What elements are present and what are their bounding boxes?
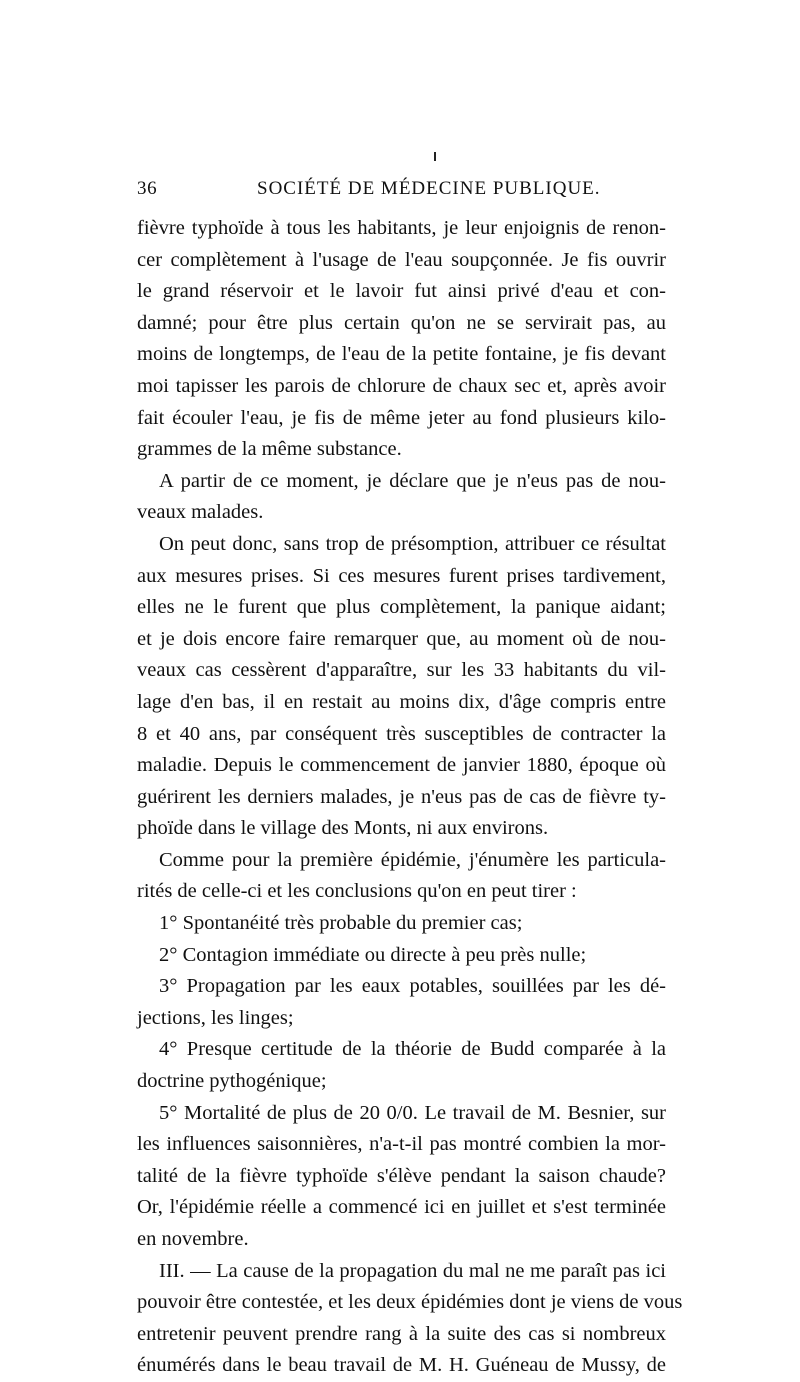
list-item: 3° Propagation par les eaux potables, souillées par les dé-: [159, 975, 666, 998]
text-line: entretenir peuvent prendre rang à la suite des cas si nombreux: [137, 1322, 666, 1345]
list-item: 2° Contagion immédiate ou directe à peu près nulle;: [159, 943, 587, 966]
text-line: énumérés dans le beau travail de M. H. Guéneau de Mussy, de: [137, 1354, 666, 1377]
page-header: [137, 178, 667, 206]
paragraph-first-line: A partir de ce moment, je déclare que je n'eus pas de nou-: [159, 469, 666, 492]
text-line: fièvre typhoïde à tous les habitants, je leur enjoignis de renon-: [137, 217, 666, 239]
text-line: grammes de la même substance.: [137, 438, 402, 461]
text-line: lage d'en bas, il en restait au moins dix, d'âge compris entre: [137, 690, 666, 713]
text-line: rités de celle-ci et les conclusions qu'on en peut tirer :: [137, 880, 577, 903]
paragraph-first-line: III. — La cause de la propagation du mal ne me paraît pas ici: [159, 1259, 666, 1282]
text-line: pouvoir être contestée, et les deux épidémies dont je viens de vous: [137, 1291, 683, 1314]
list-item: 5° Mortalité de plus de 20 0/0. Le travail de M. Besnier, sur: [159, 1101, 666, 1124]
paragraph-first-line: Comme pour la première épidémie, j'énumère les particula-: [159, 848, 666, 871]
text-line: aux mesures prises. Si ces mesures furent prises tardivement,: [137, 564, 666, 587]
text-line: 8 et 40 ans, par conséquent très susceptibles de contracter la: [137, 722, 666, 745]
text-line: jections, les linges;: [137, 1006, 294, 1029]
list-item: 1° Spontanéité très probable du premier cas;: [159, 912, 523, 935]
text-line: cer complètement à l'usage de l'eau soupçonnée. Je fis ouvrir: [137, 248, 666, 271]
text-line: talité de la fièvre typhoïde s'élève pendant la saison chaude?: [137, 1164, 666, 1187]
list-item: 4° Presque certitude de la théorie de Budd comparée à la: [159, 1038, 666, 1061]
text-line: guérirent les derniers malades, je n'eus pas de cas de fièvre ty-: [137, 785, 666, 808]
paragraph-first-line: On peut donc, sans trop de présomption, attribuer ce résultat: [159, 532, 666, 555]
text-line: moins de longtemps, de l'eau de la petite fontaine, je fis devant: [137, 343, 666, 366]
text-line: damné; pour être plus certain qu'on ne se servirait pas, au: [137, 311, 666, 334]
text-line: veaux malades.: [137, 501, 264, 524]
print-mark: [434, 152, 436, 161]
text-line: Or, l'épidémie réelle a commencé ici en juillet et s'est terminée: [137, 1196, 666, 1219]
text-line: les influences saisonnières, n'a-t-il pas montré combien la mor-: [137, 1133, 666, 1156]
text-line: en novembre.: [137, 1228, 249, 1250]
text-line: elles ne le furent que plus complètement, la panique aidant;: [137, 596, 666, 619]
body-text: [137, 213, 683, 1382]
text-line: moi tapisser les parois de chlorure de chaux sec et, après avoir: [137, 374, 666, 397]
running-head: SOCIÉTÉ DE MÉDECINE PUBLIQUE.: [257, 178, 601, 199]
page-number: 36: [137, 178, 158, 199]
text-line: fait écouler l'eau, je fis de même jeter au fond plusieurs kilo-: [137, 406, 666, 429]
text-line: et je dois encore faire remarquer que, au moment où de nou-: [137, 627, 666, 650]
text-line: veaux cas cessèrent d'apparaître, sur les 33 habitants du vil-: [137, 659, 666, 682]
text-line: doctrine pythogénique;: [137, 1070, 327, 1093]
text-line: phoïde dans le village des Monts, ni aux environs.: [137, 817, 549, 840]
text-line: le grand réservoir et le lavoir fut ainsi privé d'eau et con-: [137, 280, 666, 303]
text-line: maladie. Depuis le commencement de janvier 1880, époque où: [137, 754, 666, 777]
